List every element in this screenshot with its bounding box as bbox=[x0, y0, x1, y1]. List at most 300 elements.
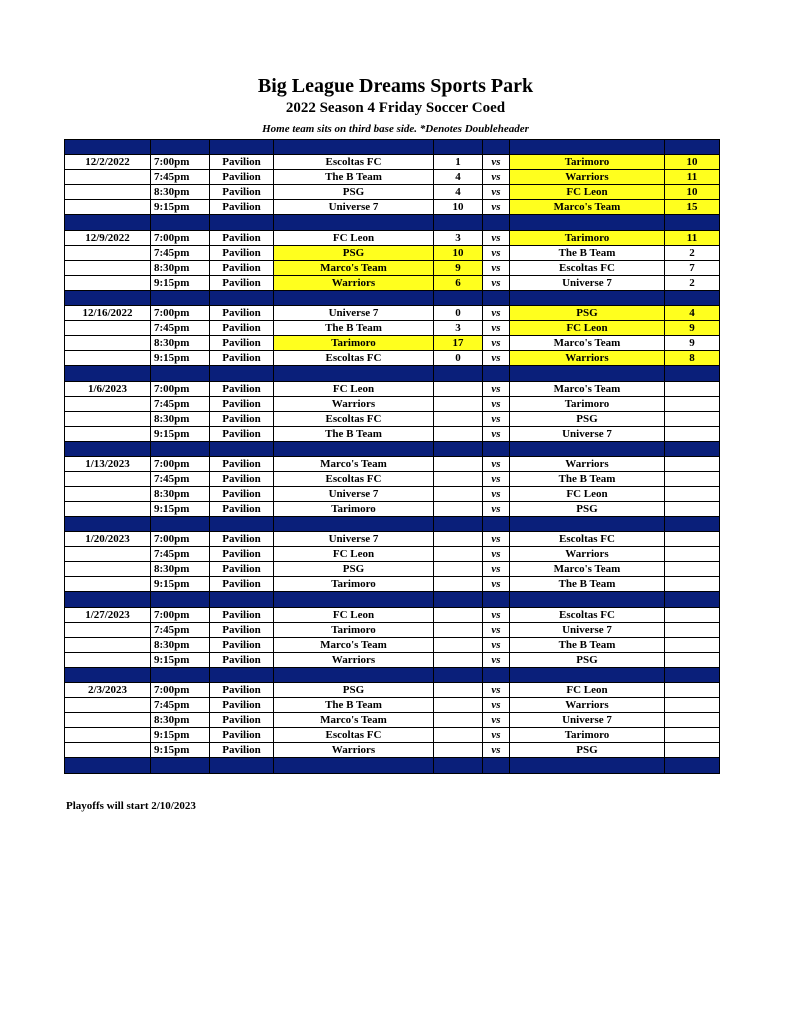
home-score bbox=[434, 547, 483, 562]
home-score: 0 bbox=[434, 351, 483, 366]
away-team: The B Team bbox=[510, 637, 665, 652]
away-score bbox=[665, 411, 720, 426]
game-time: 9:15pm bbox=[151, 577, 210, 592]
game-date: 12/2/2022 bbox=[65, 155, 151, 170]
separator-cell bbox=[65, 366, 151, 381]
game-field: Pavilion bbox=[210, 185, 274, 200]
away-score: 9 bbox=[665, 336, 720, 351]
game-field: Pavilion bbox=[210, 245, 274, 260]
game-field: Pavilion bbox=[210, 547, 274, 562]
home-score bbox=[434, 743, 483, 758]
separator-cell bbox=[151, 516, 210, 531]
away-team: Marco's Team bbox=[510, 381, 665, 396]
game-field: Pavilion bbox=[210, 683, 274, 698]
game-field: Pavilion bbox=[210, 532, 274, 547]
vs-label: vs bbox=[483, 381, 510, 396]
game-field: Pavilion bbox=[210, 170, 274, 185]
separator-cell bbox=[151, 667, 210, 682]
away-team: Warriors bbox=[510, 351, 665, 366]
away-team: Tarimoro bbox=[510, 396, 665, 411]
game-field: Pavilion bbox=[210, 622, 274, 637]
away-team: Tarimoro bbox=[510, 728, 665, 743]
game-row bbox=[65, 336, 720, 351]
home-score bbox=[434, 562, 483, 577]
home-score: 6 bbox=[434, 275, 483, 290]
away-score bbox=[665, 683, 720, 698]
game-date bbox=[65, 743, 151, 758]
vs-label: vs bbox=[483, 501, 510, 516]
home-team: FC Leon bbox=[274, 607, 434, 622]
game-row bbox=[65, 652, 720, 667]
home-team: Marco's Team bbox=[274, 456, 434, 471]
home-team: Tarimoro bbox=[274, 501, 434, 516]
vs-label: vs bbox=[483, 547, 510, 562]
game-date bbox=[65, 321, 151, 336]
separator-cell bbox=[274, 366, 434, 381]
separator-cell bbox=[274, 592, 434, 607]
separator-cell bbox=[434, 290, 483, 305]
game-row bbox=[65, 396, 720, 411]
separator-cell bbox=[510, 140, 665, 155]
away-score bbox=[665, 637, 720, 652]
game-row bbox=[65, 637, 720, 652]
game-field: Pavilion bbox=[210, 396, 274, 411]
game-date: 1/27/2023 bbox=[65, 607, 151, 622]
game-date bbox=[65, 577, 151, 592]
separator-cell bbox=[151, 366, 210, 381]
game-field: Pavilion bbox=[210, 306, 274, 321]
away-team: PSG bbox=[510, 652, 665, 667]
separator-cell bbox=[510, 516, 665, 531]
away-team: Universe 7 bbox=[510, 426, 665, 441]
away-score bbox=[665, 728, 720, 743]
vs-label: vs bbox=[483, 471, 510, 486]
game-date bbox=[65, 170, 151, 185]
home-team: Escoltas FC bbox=[274, 471, 434, 486]
vs-label: vs bbox=[483, 230, 510, 245]
away-team: Escoltas FC bbox=[510, 607, 665, 622]
week-separator bbox=[65, 667, 720, 682]
separator-cell bbox=[434, 516, 483, 531]
home-team: PSG bbox=[274, 245, 434, 260]
separator-cell bbox=[210, 516, 274, 531]
game-date: 2/3/2023 bbox=[65, 683, 151, 698]
game-time: 7:00pm bbox=[151, 456, 210, 471]
separator-cell bbox=[483, 215, 510, 230]
game-field: Pavilion bbox=[210, 351, 274, 366]
game-row bbox=[65, 728, 720, 743]
vs-label: vs bbox=[483, 683, 510, 698]
home-team: Marco's Team bbox=[274, 637, 434, 652]
separator-cell bbox=[210, 667, 274, 682]
separator-cell bbox=[274, 758, 434, 773]
game-date bbox=[65, 698, 151, 713]
away-team: Warriors bbox=[510, 698, 665, 713]
separator-cell bbox=[665, 140, 720, 155]
away-team: The B Team bbox=[510, 471, 665, 486]
schedule-table bbox=[64, 139, 720, 774]
game-date bbox=[65, 351, 151, 366]
separator-cell bbox=[65, 667, 151, 682]
home-score: 3 bbox=[434, 230, 483, 245]
away-score bbox=[665, 713, 720, 728]
week-separator bbox=[65, 140, 720, 155]
game-date bbox=[65, 411, 151, 426]
game-row bbox=[65, 622, 720, 637]
separator-cell bbox=[210, 592, 274, 607]
game-date bbox=[65, 486, 151, 501]
home-team: Universe 7 bbox=[274, 200, 434, 215]
separator-cell bbox=[483, 366, 510, 381]
home-score: 3 bbox=[434, 321, 483, 336]
game-row bbox=[65, 547, 720, 562]
away-score: 2 bbox=[665, 275, 720, 290]
separator-cell bbox=[665, 667, 720, 682]
game-field: Pavilion bbox=[210, 607, 274, 622]
away-score bbox=[665, 486, 720, 501]
home-score bbox=[434, 456, 483, 471]
game-date bbox=[65, 396, 151, 411]
home-team: Escoltas FC bbox=[274, 351, 434, 366]
vs-label: vs bbox=[483, 607, 510, 622]
home-score: 0 bbox=[434, 306, 483, 321]
home-score: 9 bbox=[434, 260, 483, 275]
game-time: 8:30pm bbox=[151, 486, 210, 501]
home-team: Marco's Team bbox=[274, 713, 434, 728]
vs-label: vs bbox=[483, 622, 510, 637]
game-row bbox=[65, 200, 720, 215]
game-time: 7:00pm bbox=[151, 155, 210, 170]
vs-label: vs bbox=[483, 396, 510, 411]
game-time: 8:30pm bbox=[151, 713, 210, 728]
game-date bbox=[65, 275, 151, 290]
away-score bbox=[665, 456, 720, 471]
away-team: The B Team bbox=[510, 245, 665, 260]
game-date: 1/6/2023 bbox=[65, 381, 151, 396]
week-separator bbox=[65, 516, 720, 531]
playoffs-note: Playoffs will start 2/10/2023 bbox=[66, 800, 196, 812]
game-row bbox=[65, 155, 720, 170]
away-team: FC Leon bbox=[510, 185, 665, 200]
game-row bbox=[65, 230, 720, 245]
separator-cell bbox=[274, 516, 434, 531]
away-team: Warriors bbox=[510, 456, 665, 471]
separator-cell bbox=[65, 441, 151, 456]
game-time: 9:15pm bbox=[151, 200, 210, 215]
game-field: Pavilion bbox=[210, 652, 274, 667]
separator-cell bbox=[434, 592, 483, 607]
separator-cell bbox=[434, 215, 483, 230]
game-time: 9:15pm bbox=[151, 501, 210, 516]
home-team: Escoltas FC bbox=[274, 728, 434, 743]
vs-label: vs bbox=[483, 245, 510, 260]
game-date bbox=[65, 185, 151, 200]
game-time: 9:15pm bbox=[151, 351, 210, 366]
separator-cell bbox=[210, 441, 274, 456]
game-date bbox=[65, 200, 151, 215]
away-score bbox=[665, 607, 720, 622]
game-field: Pavilion bbox=[210, 426, 274, 441]
game-row bbox=[65, 501, 720, 516]
separator-cell bbox=[483, 667, 510, 682]
game-time: 7:45pm bbox=[151, 245, 210, 260]
home-score bbox=[434, 637, 483, 652]
game-date bbox=[65, 547, 151, 562]
game-field: Pavilion bbox=[210, 456, 274, 471]
away-score bbox=[665, 622, 720, 637]
home-team: Escoltas FC bbox=[274, 411, 434, 426]
home-score bbox=[434, 622, 483, 637]
away-score: 11 bbox=[665, 170, 720, 185]
separator-cell bbox=[665, 441, 720, 456]
vs-label: vs bbox=[483, 260, 510, 275]
game-date bbox=[65, 426, 151, 441]
home-team: Tarimoro bbox=[274, 622, 434, 637]
home-score bbox=[434, 728, 483, 743]
game-date bbox=[65, 622, 151, 637]
game-date bbox=[65, 245, 151, 260]
vs-label: vs bbox=[483, 713, 510, 728]
home-team: Escoltas FC bbox=[274, 155, 434, 170]
home-score bbox=[434, 532, 483, 547]
home-score bbox=[434, 577, 483, 592]
game-time: 9:15pm bbox=[151, 743, 210, 758]
home-score bbox=[434, 486, 483, 501]
game-time: 7:45pm bbox=[151, 698, 210, 713]
separator-cell bbox=[665, 290, 720, 305]
away-team: Universe 7 bbox=[510, 622, 665, 637]
separator-cell bbox=[274, 667, 434, 682]
away-team: Warriors bbox=[510, 547, 665, 562]
home-score bbox=[434, 652, 483, 667]
separator-cell bbox=[151, 441, 210, 456]
separator-cell bbox=[65, 140, 151, 155]
vs-label: vs bbox=[483, 411, 510, 426]
away-score bbox=[665, 698, 720, 713]
home-score: 4 bbox=[434, 170, 483, 185]
home-team: Marco's Team bbox=[274, 260, 434, 275]
away-team: FC Leon bbox=[510, 683, 665, 698]
separator-cell bbox=[274, 140, 434, 155]
separator-cell bbox=[434, 758, 483, 773]
game-field: Pavilion bbox=[210, 713, 274, 728]
page-subtitle: 2022 Season 4 Friday Soccer Coed bbox=[285, 100, 506, 116]
separator-cell bbox=[274, 215, 434, 230]
separator-cell bbox=[210, 215, 274, 230]
game-time: 9:15pm bbox=[151, 652, 210, 667]
game-time: 7:00pm bbox=[151, 683, 210, 698]
game-time: 9:15pm bbox=[151, 275, 210, 290]
separator-cell bbox=[665, 366, 720, 381]
away-team: FC Leon bbox=[510, 321, 665, 336]
vs-label: vs bbox=[483, 652, 510, 667]
game-time: 8:30pm bbox=[151, 336, 210, 351]
away-score: 7 bbox=[665, 260, 720, 275]
vs-label: vs bbox=[483, 562, 510, 577]
vs-label: vs bbox=[483, 306, 510, 321]
separator-cell bbox=[274, 290, 434, 305]
week-separator bbox=[65, 758, 720, 773]
home-team: PSG bbox=[274, 683, 434, 698]
home-score: 10 bbox=[434, 245, 483, 260]
home-team: The B Team bbox=[274, 698, 434, 713]
game-time: 7:00pm bbox=[151, 306, 210, 321]
game-row bbox=[65, 170, 720, 185]
separator-cell bbox=[210, 290, 274, 305]
game-time: 8:30pm bbox=[151, 411, 210, 426]
game-time: 7:45pm bbox=[151, 471, 210, 486]
home-team: The B Team bbox=[274, 426, 434, 441]
game-date bbox=[65, 260, 151, 275]
separator-cell bbox=[483, 290, 510, 305]
game-field: Pavilion bbox=[210, 200, 274, 215]
separator-cell bbox=[665, 592, 720, 607]
game-field: Pavilion bbox=[210, 336, 274, 351]
vs-label: vs bbox=[483, 456, 510, 471]
game-date bbox=[65, 501, 151, 516]
away-team: Universe 7 bbox=[510, 275, 665, 290]
game-row bbox=[65, 245, 720, 260]
separator-cell bbox=[510, 215, 665, 230]
vs-label: vs bbox=[483, 321, 510, 336]
game-field: Pavilion bbox=[210, 471, 274, 486]
vs-label: vs bbox=[483, 185, 510, 200]
away-score bbox=[665, 532, 720, 547]
game-field: Pavilion bbox=[210, 577, 274, 592]
away-score: 9 bbox=[665, 321, 720, 336]
away-score bbox=[665, 743, 720, 758]
away-team: Universe 7 bbox=[510, 713, 665, 728]
game-field: Pavilion bbox=[210, 562, 274, 577]
away-score bbox=[665, 471, 720, 486]
vs-label: vs bbox=[483, 743, 510, 758]
game-row bbox=[65, 698, 720, 713]
game-row bbox=[65, 351, 720, 366]
separator-cell bbox=[151, 215, 210, 230]
separator-cell bbox=[510, 667, 665, 682]
separator-cell bbox=[434, 441, 483, 456]
separator-cell bbox=[151, 758, 210, 773]
game-row bbox=[65, 411, 720, 426]
vs-label: vs bbox=[483, 577, 510, 592]
home-team-note: Home team sits on third base side. *Denotes Doubleheader bbox=[262, 123, 529, 135]
home-score bbox=[434, 396, 483, 411]
separator-cell bbox=[151, 290, 210, 305]
home-score bbox=[434, 607, 483, 622]
home-team: Universe 7 bbox=[274, 306, 434, 321]
home-score bbox=[434, 501, 483, 516]
game-row bbox=[65, 471, 720, 486]
vs-label: vs bbox=[483, 637, 510, 652]
week-separator bbox=[65, 592, 720, 607]
separator-cell bbox=[510, 290, 665, 305]
game-time: 9:15pm bbox=[151, 728, 210, 743]
away-score: 10 bbox=[665, 185, 720, 200]
away-score bbox=[665, 501, 720, 516]
game-row bbox=[65, 713, 720, 728]
game-field: Pavilion bbox=[210, 230, 274, 245]
separator-cell bbox=[665, 215, 720, 230]
away-team: Escoltas FC bbox=[510, 532, 665, 547]
away-score: 11 bbox=[665, 230, 720, 245]
game-row bbox=[65, 275, 720, 290]
game-row bbox=[65, 486, 720, 501]
vs-label: vs bbox=[483, 351, 510, 366]
away-team: Tarimoro bbox=[510, 155, 665, 170]
game-time: 8:30pm bbox=[151, 637, 210, 652]
game-time: 7:45pm bbox=[151, 547, 210, 562]
home-score bbox=[434, 713, 483, 728]
separator-cell bbox=[510, 366, 665, 381]
game-time: 8:30pm bbox=[151, 562, 210, 577]
separator-cell bbox=[665, 516, 720, 531]
game-date bbox=[65, 336, 151, 351]
game-field: Pavilion bbox=[210, 321, 274, 336]
separator-cell bbox=[151, 140, 210, 155]
home-score: 10 bbox=[434, 200, 483, 215]
home-team: FC Leon bbox=[274, 230, 434, 245]
game-row bbox=[65, 185, 720, 200]
away-team: Tarimoro bbox=[510, 230, 665, 245]
home-team: Warriors bbox=[274, 396, 434, 411]
home-score bbox=[434, 381, 483, 396]
game-time: 9:15pm bbox=[151, 426, 210, 441]
game-row bbox=[65, 577, 720, 592]
game-time: 7:45pm bbox=[151, 321, 210, 336]
away-score bbox=[665, 652, 720, 667]
separator-cell bbox=[483, 592, 510, 607]
game-date: 12/9/2022 bbox=[65, 230, 151, 245]
game-date: 1/20/2023 bbox=[65, 532, 151, 547]
game-field: Pavilion bbox=[210, 501, 274, 516]
away-score bbox=[665, 381, 720, 396]
home-team: Tarimoro bbox=[274, 577, 434, 592]
game-row bbox=[65, 426, 720, 441]
separator-cell bbox=[65, 758, 151, 773]
away-team: PSG bbox=[510, 501, 665, 516]
game-field: Pavilion bbox=[210, 260, 274, 275]
home-score bbox=[434, 683, 483, 698]
home-team: Warriors bbox=[274, 652, 434, 667]
game-date bbox=[65, 713, 151, 728]
week-separator bbox=[65, 441, 720, 456]
home-team: FC Leon bbox=[274, 381, 434, 396]
week-separator bbox=[65, 366, 720, 381]
game-field: Pavilion bbox=[210, 155, 274, 170]
separator-cell bbox=[65, 215, 151, 230]
away-team: Marco's Team bbox=[510, 336, 665, 351]
home-team: The B Team bbox=[274, 170, 434, 185]
away-team: Marco's Team bbox=[510, 562, 665, 577]
game-field: Pavilion bbox=[210, 728, 274, 743]
page-title: Big League Dreams Sports Park bbox=[257, 75, 534, 97]
week-separator bbox=[65, 290, 720, 305]
separator-cell bbox=[483, 516, 510, 531]
away-score bbox=[665, 396, 720, 411]
game-row bbox=[65, 381, 720, 396]
game-field: Pavilion bbox=[210, 743, 274, 758]
separator-cell bbox=[210, 366, 274, 381]
game-time: 7:00pm bbox=[151, 230, 210, 245]
home-team: Universe 7 bbox=[274, 486, 434, 501]
vs-label: vs bbox=[483, 698, 510, 713]
separator-cell bbox=[434, 366, 483, 381]
separator-cell bbox=[210, 758, 274, 773]
away-team: Warriors bbox=[510, 170, 665, 185]
game-time: 8:30pm bbox=[151, 260, 210, 275]
vs-label: vs bbox=[483, 426, 510, 441]
home-team: The B Team bbox=[274, 321, 434, 336]
